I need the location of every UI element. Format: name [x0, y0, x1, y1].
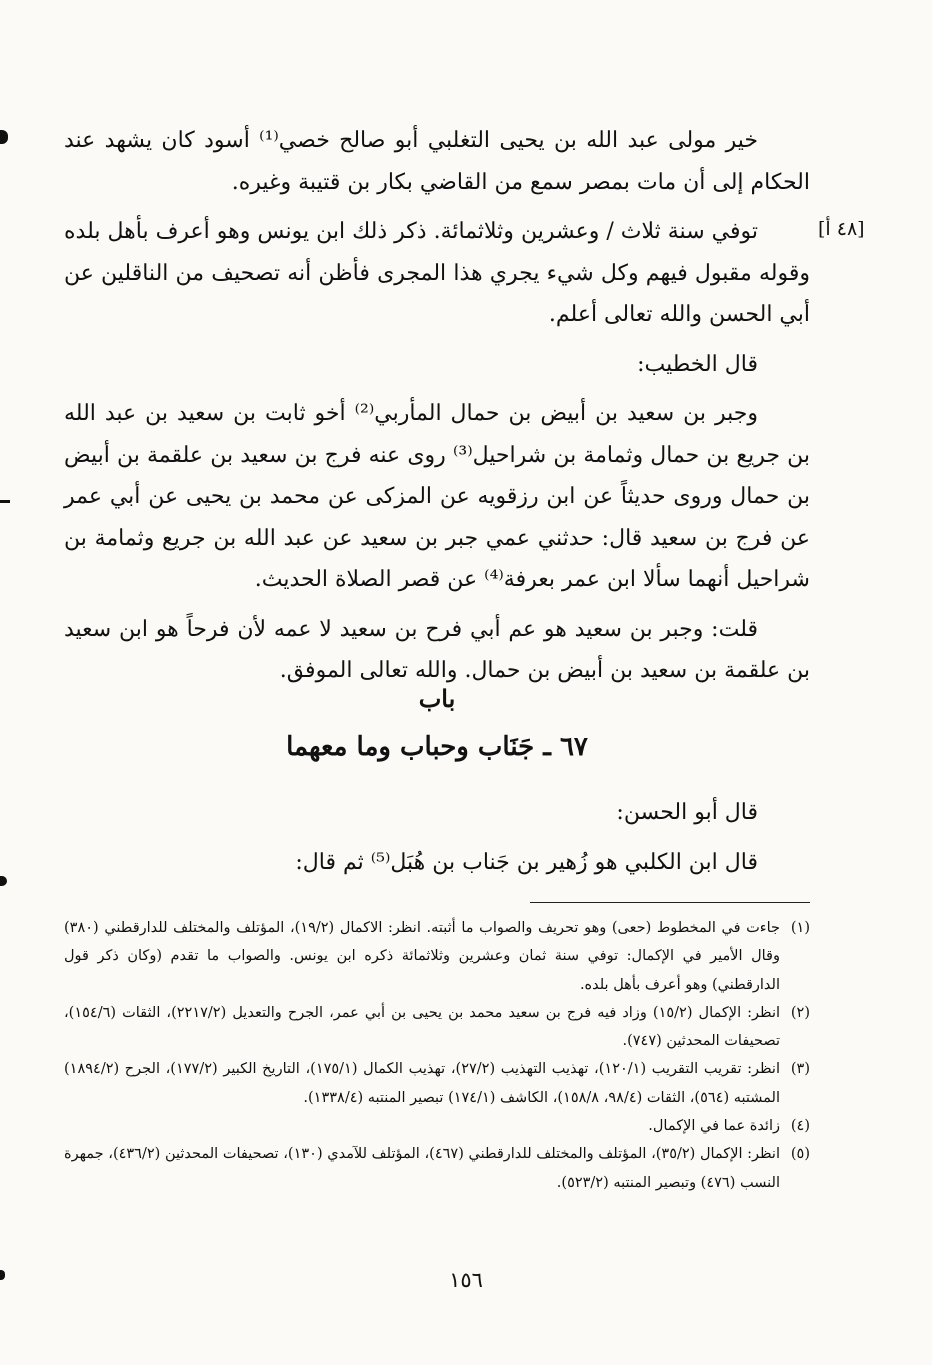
footnote-text: انظر: الإكمال (١٥/٢) وزاد فيه فرج بن سعيد محمد بن يحيى بن أبي عمر، الجرح والتعديل (٢٢١٧/٢)، الثقات (١٥٤/٦)، تصحيفات المحدثين (٧٤٧).	[64, 1004, 781, 1050]
paragraph: قال ابن الكلبي هو زُهير بن جَناب بن هُبَل⁽⁵⁾ ثم قال:	[295, 850, 758, 875]
footnote-number: (٢)	[790, 1004, 810, 1021]
footnote-number: (٣)	[790, 1061, 810, 1078]
main-text-continued	[64, 790, 810, 890]
footnote	[64, 1140, 810, 1197]
footnote-text: جاءت في المخطوط (حعى) وهو تحريف والصواب ما أثبته. انظر: الاكمال (١٩/٢)، المؤتلف والمختلف للدارقطني (٣٨٠) وقال الأمير في الإكمال: توفي سنة ثمان وعشرين وثلاثمائة ذكره ابن يونس. والصواب ما تقدم (وكان ذكر قول الدارقطني) وهو أعرف بأهل بلده.	[64, 920, 780, 993]
paragraph: قلت: وجبر بن سعيد هو عم أبي فرح بن سعيد لا عمه لأن فرحاً هو ابن سعيد بن علقمة بن سعيد بن أبيض بن حمال. والله تعالى الموفق.	[64, 616, 810, 683]
paragraph: وجبر بن سعيد بن أبيض بن حمال المأربي⁽²⁾ أخو ثابت بن سعيد بن عبد الله بن جريع بن حمال وثمامة بن شراحيل⁽³⁾ روى عنه فرج بن سعيد بن علقمة بن أبيض بن حمال وروى حديثاً عن ابن رزقويه عن المزكى عن محمد بن يحيى عن أبي عمر عن فرج بن سعيد قال: حدثني عمي جبر بن سعيد عن عبد الله بن جريع وثمامة بن شراحيل أنهما سألا ابن عمر بعرفة⁽⁴⁾ عن قصر الصلاة الحديث.	[64, 401, 810, 592]
paragraph: قال أبو الحسن:	[616, 800, 758, 825]
footnote-number: (١)	[790, 920, 810, 936]
scan-edge-mark	[0, 500, 10, 503]
manuscript-folio-marker: [٤٨ أ]	[818, 218, 865, 240]
footnote-text: زائدة عما في الإكمال.	[648, 1118, 780, 1135]
footnote-separator	[530, 902, 810, 903]
footnotes	[64, 914, 810, 1197]
footnote-number: (٥)	[790, 1146, 810, 1163]
footnote	[64, 914, 810, 999]
footnote	[64, 999, 810, 1056]
footnote	[64, 1055, 810, 1112]
chapter-title: ٦٧ ـ جَنَاب وحباب وما معهما	[286, 732, 588, 762]
footnote-text: انظر: تقريب التقريب (١٢٠/١)، تهذيب التهذيب (٢٧/٢)، تهذيب الكمال (١٧٥/١)، التاريخ الكبير (١٧٧/٢)، الجرح (١٨٩٤/٢) المشتبه (٥٦٤)، الثقات (٩٨/٤، ١٥٨/٨)، الكاشف (١٧٤/١) تبصير المنتبه (١٣٣٨/٤).	[64, 1061, 780, 1106]
scan-edge-mark	[0, 876, 7, 886]
scan-edge-mark	[0, 130, 8, 144]
paragraph: قال الخطيب:	[637, 351, 758, 377]
footnote-text: انظر: الإكمال (٣٥/٢)، المؤتلف والمختلف للدارقطني (٤٦٧)، المؤتلف للآمدي (١٣٠)، تصحيفات المحدثين (٤٣٦/٢)، جمهرة النسب (٤٧٦) وتبصير المنتبه (٥٢٣/٢).	[64, 1146, 780, 1191]
paragraph: خير مولى عبد الله بن يحيى التغلبي أبو صالح خصي⁽¹⁾ أسود كان يشهد عند الحكام إلى أن مات بمصر سمع من القاضي بكار بن قتيبة وغيره.	[64, 128, 810, 195]
page-number: ١٥٦	[449, 1268, 483, 1292]
section-heading: باب	[418, 684, 456, 713]
main-text	[64, 120, 810, 700]
footnote-number: (٤)	[790, 1118, 810, 1135]
footnote	[64, 1112, 810, 1140]
paragraph: توفي سنة ثلاث / وعشرين وثلاثمائة. ذكر ذلك ابن يونس وهو أعرف بأهل بلده وقوله مقبول فيهم وكل شيء يجري هذا المجرى فأظن أنه تصحيف من الناقلين عن أبي الحسن والله تعالى أعلم.	[64, 219, 810, 327]
